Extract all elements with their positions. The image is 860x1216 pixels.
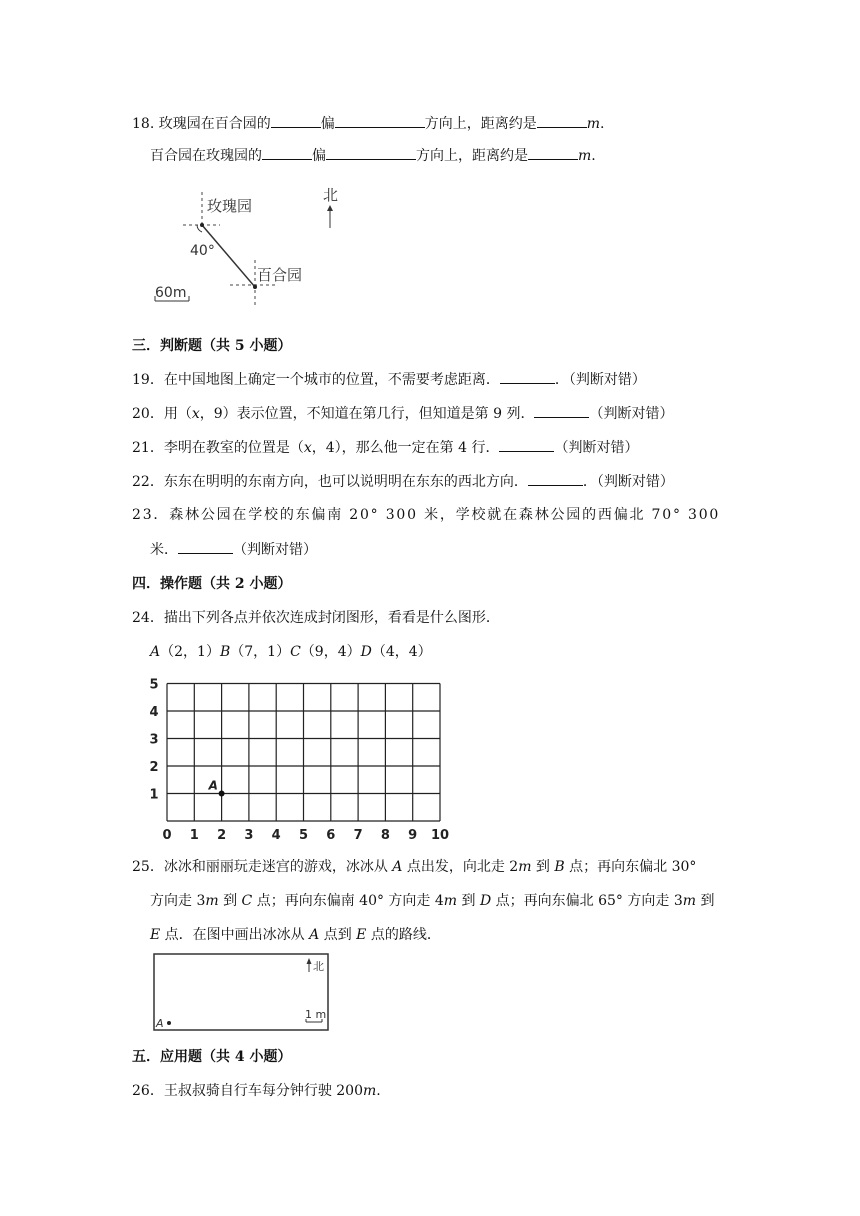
q23-line1: 23．森林公园在学校的东偏南 20° 300 米，学校就在森林公园的西偏北 70° 300 xyxy=(132,507,721,523)
answer-blank[interactable] xyxy=(528,471,583,486)
scale-label: 1 m xyxy=(305,1008,327,1021)
q24-text: 24．描出下列各点并依次连成封闭图形，看看是什么图形． xyxy=(132,610,500,626)
answer-blank[interactable] xyxy=(178,539,233,554)
scale-label: 60m xyxy=(155,285,187,301)
answer-blank[interactable] xyxy=(271,113,321,128)
answer-blank[interactable] xyxy=(534,403,589,418)
answer-blank[interactable] xyxy=(528,145,578,160)
answer-blank[interactable] xyxy=(335,113,425,128)
section-title-4: 四．操作题（共 2 小题） xyxy=(132,576,292,592)
x-tick-label: 5 xyxy=(298,828,309,842)
point-a xyxy=(219,791,225,797)
q25-line3: E 点．在图中画出冰冰从 A 点到 E 点的路线． xyxy=(150,927,441,943)
x-tick-label: 9 xyxy=(408,828,418,842)
x-tick-label: 2 xyxy=(217,828,227,842)
q18-line1: 18. 玫瑰园在百合园的 偏 方向上，距离约是 m. xyxy=(132,113,604,134)
point-a-label: A xyxy=(156,1017,164,1030)
q20: 20．用（x，9）表示位置，不知道在第几行，但知道是第 9 列． （判断对错） xyxy=(132,403,673,424)
lily-point xyxy=(253,285,257,289)
y-tick-label: 1 xyxy=(149,787,159,803)
q25-line1: 25．冰冰和丽丽玩走迷宫的游戏，冰冰从 A 点出发，向北走 2m 到 B 点；再向东偏北 30° xyxy=(132,859,697,875)
y-tick-label: 4 xyxy=(149,705,159,720)
q18-line2: 百合园在玫瑰园的 偏 方向上，距离约是 m. xyxy=(150,145,596,166)
point-a-label: A xyxy=(208,778,218,793)
q22: 22．东东在明明的东南方向，也可以说明明在东东的西北方向． ．（判断对错） xyxy=(132,471,674,492)
q19: 19．在中国地图上确定一个城市的位置，不需要考虑距离． ．（判断对错） xyxy=(132,369,646,390)
y-tick-label: 2 xyxy=(149,760,159,775)
section-title-5: 五．应用题（共 4 小题） xyxy=(132,1049,292,1065)
rose-point xyxy=(200,223,204,227)
x-tick-label: 4 xyxy=(271,828,281,842)
answer-blank[interactable] xyxy=(262,145,312,160)
angle-label: 40° xyxy=(190,243,215,259)
answer-blank[interactable] xyxy=(499,437,554,452)
x-tick-label: 0 xyxy=(162,828,172,842)
y-tick-label: 5 xyxy=(149,677,159,693)
answer-blank[interactable] xyxy=(326,145,416,160)
answer-blank[interactable] xyxy=(500,369,555,384)
x-tick-label: 3 xyxy=(244,828,254,842)
x-tick-label: 8 xyxy=(380,828,390,842)
maze-frame xyxy=(154,954,328,1030)
point-a xyxy=(167,1021,171,1025)
coordinate-grid xyxy=(140,670,460,842)
x-tick-label: 1 xyxy=(189,828,199,842)
y-tick-label: 3 xyxy=(149,732,159,748)
answer-blank[interactable] xyxy=(537,113,587,128)
north-label: 北 xyxy=(313,960,324,973)
x-tick-label: 7 xyxy=(353,828,363,842)
q21: 21．李明在教室的位置是（x，4），那么他一定在第 4 行． （判断对错） xyxy=(132,437,638,458)
q25-maze-figure xyxy=(150,950,332,1034)
q26: 26．王叔叔骑自行车每分钟行驶 200m. xyxy=(132,1083,381,1099)
x-tick-label: 6 xyxy=(326,828,336,842)
x-tick-label: 10 xyxy=(430,828,450,842)
lily-label: 百合园 xyxy=(257,266,303,284)
q23-line2: 米． （判断对错） xyxy=(150,539,317,560)
q24-points: A（2，1）B（7，1）C（9，4）D（4，4） xyxy=(150,644,432,660)
rose-label: 玫瑰园 xyxy=(207,197,253,215)
section-title-3: 三．判断题（共 5 小题） xyxy=(132,338,292,354)
q25-line2: 方向走 3m 到 C 点；再向东偏南 40° 方向走 4m 到 D 点；再向东偏北 65° 方向走 3m 到 xyxy=(150,893,715,909)
north-label: 北 xyxy=(323,186,339,204)
q18-number: 18. xyxy=(132,116,155,132)
q18-map-figure xyxy=(145,180,355,310)
